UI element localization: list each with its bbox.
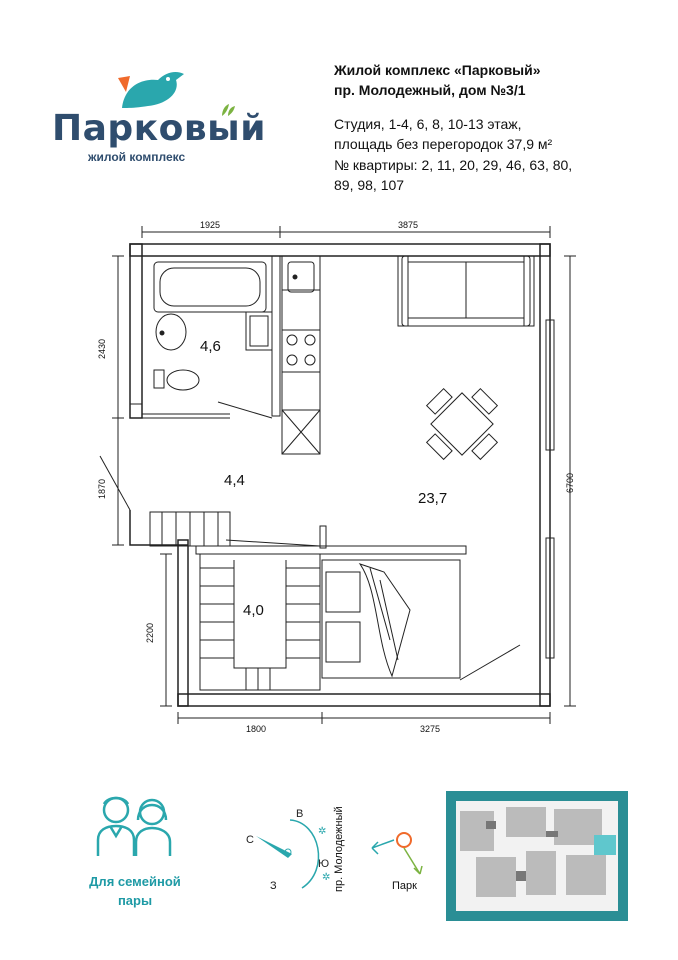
park-label: Парк (392, 880, 417, 892)
target-audience-line2: пары (117, 893, 153, 908)
dim-right: 6700 (565, 472, 576, 494)
dim-bottom-left: 1800 (246, 724, 267, 734)
apartment-numbers-cont: 89, 98, 107 (334, 177, 405, 193)
street-label: пр. Молодежный (333, 806, 345, 892)
address: пр. Молодежный, дом №3/1 (334, 82, 526, 98)
compass-north: В (296, 808, 304, 820)
compass-east: З (270, 880, 277, 892)
dim-top-right: 3875 (398, 220, 419, 230)
compass-icon (230, 800, 340, 900)
dim-left-mid: 1870 (97, 478, 108, 500)
compass-west: С (246, 834, 254, 846)
apartment-type: Студия, 1-4, 6, 8, 10-13 этаж, (334, 116, 522, 132)
apartment-numbers: № квартиры: 2, 11, 20, 29, 46, 63, 80, (334, 157, 573, 173)
target-audience-line1: Для семейной (89, 874, 181, 889)
dim-bottom-right: 3275 (420, 724, 441, 734)
room-bathroom-area: 4,6 (200, 338, 221, 355)
complex-title: Жилой комплекс «Парковый» (334, 62, 541, 78)
couple-icon (90, 790, 180, 860)
apartment-area: площадь без перегородок 37,9 м² (334, 136, 553, 152)
room-wardrobe-area: 4,0 (243, 602, 264, 619)
svg-text:✲: ✲ (322, 872, 331, 883)
brand-name: Парковый (52, 108, 266, 149)
compass-south: Ю (318, 858, 330, 870)
dim-left-top: 2430 (97, 338, 108, 360)
svg-text:✲: ✲ (318, 826, 327, 837)
room-hall-area: 4,4 (224, 472, 245, 489)
dim-left-bottom: 2200 (145, 622, 156, 644)
dim-top-left: 1925 (200, 220, 221, 230)
brand-subtitle: жилой комплекс (88, 150, 186, 164)
location-pin-icon (366, 828, 426, 882)
site-plan-thumbnail (446, 791, 628, 921)
room-living-area: 23,7 (418, 490, 448, 507)
target-audience-label (70, 872, 200, 910)
